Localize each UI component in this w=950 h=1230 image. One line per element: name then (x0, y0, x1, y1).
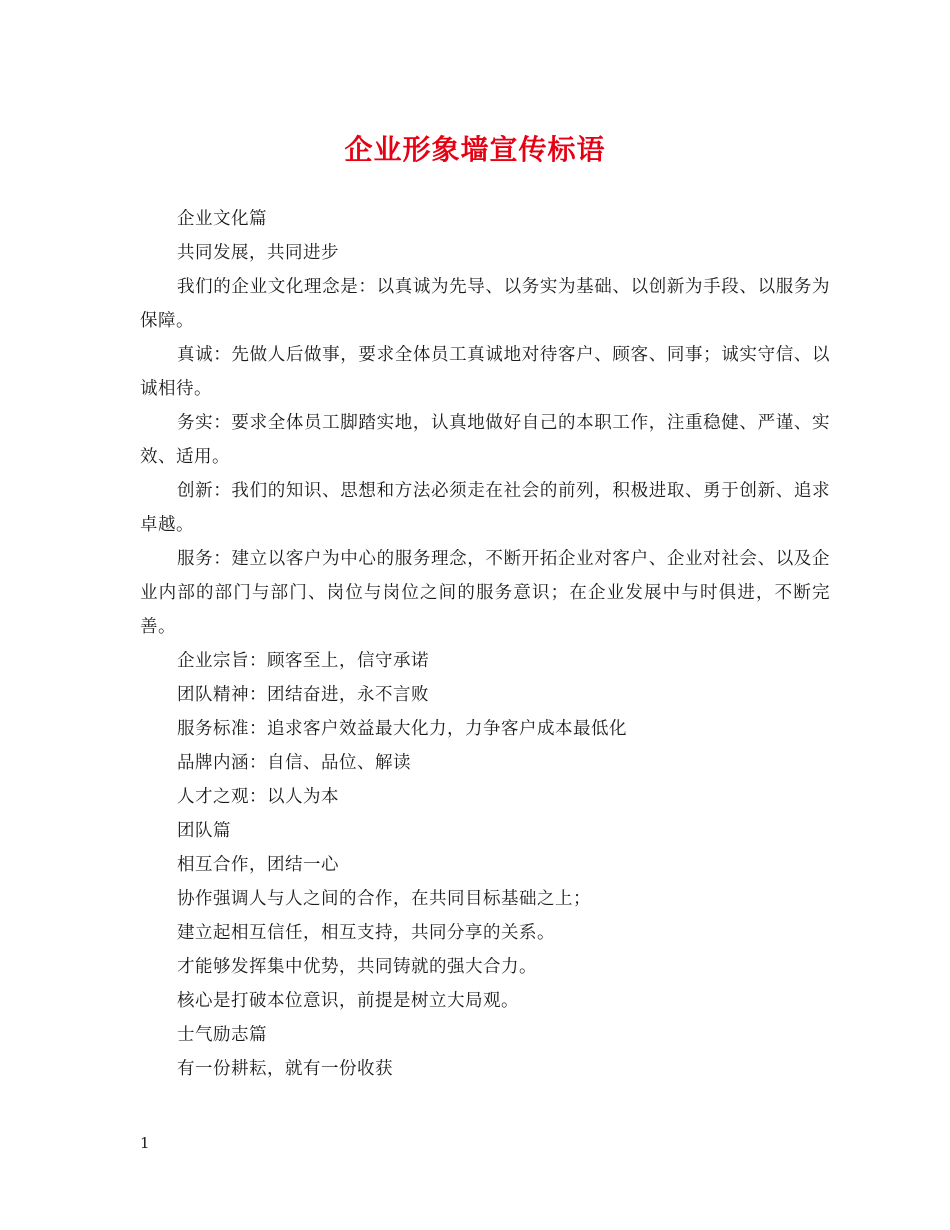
paragraph: 才能够发挥集中优势，共同铸就的强大合力。 (177, 957, 537, 977)
paragraph: 团队篇 (177, 821, 231, 841)
paragraph: 建立起相互信任，相互支持，共同分享的关系。 (177, 923, 555, 943)
paragraph: 服务：建立以客户为中心的服务理念，不断开拓企业对客户、企业对社会、以及企业内部的部门与部门、岗位与岗位之间的服务意识；在企业发展中与时俱进，不断完善。 (140, 549, 830, 637)
page-number: 1 (140, 1134, 150, 1152)
paragraph: 有一份耕耘，就有一份收获 (177, 1059, 393, 1079)
document-title: 企业形象墙宣传标语 (344, 133, 606, 166)
paragraph: 企业文化篇 (177, 209, 267, 229)
document-body (140, 202, 830, 1086)
paragraph: 相互合作，团结一心 (177, 855, 339, 875)
paragraph: 人才之观：以人为本 (177, 787, 339, 807)
paragraph: 务实：要求全体员工脚踏实地，认真地做好自己的本职工作，注重稳健、严谨、实效、适用。 (140, 413, 830, 467)
paragraph: 协作强调人与人之间的合作，在共同目标基础之上； (177, 889, 591, 909)
paragraph: 团队精神：团结奋进，永不言败 (177, 685, 429, 705)
paragraph: 创新：我们的知识、思想和方法必须走在社会的前列，积极进取、勇于创新、追求卓越。 (140, 481, 830, 535)
paragraph: 共同发展，共同进步 (177, 243, 339, 263)
paragraph: 核心是打破本位意识，前提是树立大局观。 (177, 991, 519, 1011)
paragraph: 我们的企业文化理念是：以真诚为先导、以务实为基础、以创新为手段、以服务为保障。 (140, 277, 830, 331)
paragraph: 品牌内涵：自信、品位、解读 (177, 753, 411, 773)
paragraph: 士气励志篇 (177, 1025, 267, 1045)
paragraph: 企业宗旨：顾客至上，信守承诺 (177, 651, 429, 671)
paragraph: 真诚：先做人后做事，要求全体员工真诚地对待客户、顾客、同事；诚实守信、以诚相待。 (140, 345, 830, 399)
paragraph: 服务标准：追求客户效益最大化力，力争客户成本最低化 (177, 719, 627, 739)
